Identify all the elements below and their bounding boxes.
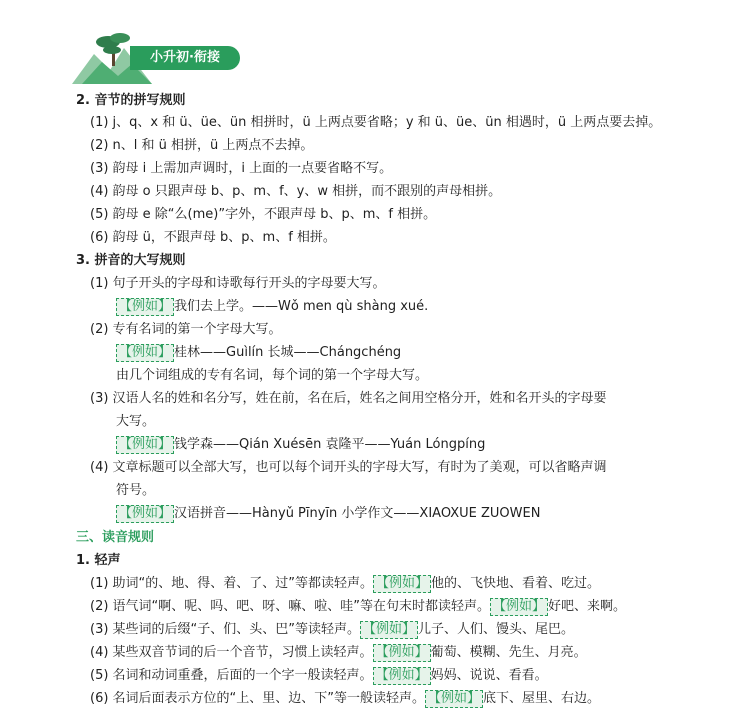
rule-item: (3) 韵母 i 上需加声调时，i 上面的一点要省略不写。 (90, 161, 393, 176)
example-tag: 【例如】 (373, 575, 431, 593)
example-tag: 【例如】 (360, 621, 418, 639)
example-tag: 【例如】 (116, 344, 174, 362)
example-tag: 【例如】 (373, 644, 431, 662)
example-text: 钱学森——Qián Xuésēn 袁隆平——Yuán Lóngpíng (174, 437, 486, 452)
example-text: 汉语拼音——Hànyǔ Pīnyīn 小学作文——XIAOXUE ZUOWEN (174, 506, 541, 521)
heading-syllable-rules: 2. 音节的拼写规则 (76, 93, 186, 108)
heading-neutral-tone: 1. 轻声 (76, 553, 121, 568)
example-line (116, 298, 428, 316)
example-text: 我们去上学。——Wǒ men qù shàng xué. (174, 299, 429, 314)
rule-item: (1) j、q、x 和 ü、üe、ün 相拼时，ü 上两点要省略；y 和 ü、üe、ün 相遇时，ü 上两点要去掉。 (90, 115, 662, 130)
example-tag: 【例如】 (490, 598, 548, 616)
example-line (116, 505, 540, 523)
example-tag: 【例如】 (373, 667, 431, 685)
example-text: 儿子、人们、馒头、尾巴。 (418, 622, 575, 637)
rule-item: (3) 汉语人名的姓和名分写，姓在前，名在后，姓名之间用空格分开，姓和名开头的字母要 (90, 391, 607, 406)
rule-text: (3) 某些词的后缀“子、们、头、巴”等读轻声。 (90, 622, 361, 637)
example-tag: 【例如】 (116, 436, 174, 454)
rule-text: (2) 语气词“啊、呢、吗、吧、呀、嘛、啦、哇”等在句末时都读轻声。 (90, 599, 491, 614)
example-text: 底下、屋里、右边。 (483, 691, 601, 706)
example-line (116, 344, 401, 362)
example-text: 好吧、来啊。 (548, 599, 627, 614)
rule-item: (2) n、l 和 ü 相拼，ü 上两点不去掉。 (90, 138, 314, 153)
rule-item (90, 575, 600, 593)
section-banner: 小升初·衔接 (130, 46, 240, 70)
rule-item (90, 598, 626, 616)
rule-item: (4) 韵母 o 只跟声母 b、p、m、f、y、w 相拼，而不跟别的声母相拼。 (90, 184, 502, 199)
rule-text: (4) 某些双音节词的后一个音节，习惯上读轻声。 (90, 645, 373, 660)
rule-item (90, 667, 548, 685)
rule-item: (4) 文章标题可以全部大写，也可以每个词开头的字母大写，有时为了美观，可以省略声调 (90, 460, 607, 475)
example-text: 妈妈、说说、看看。 (430, 668, 548, 683)
rule-note: 由几个词组成的专有名词，每个词的第一个字母大写。 (116, 368, 429, 383)
rule-item: (1) 句子开头的字母和诗歌每行开头的字母要大写。 (90, 276, 386, 291)
example-tag: 【例如】 (116, 298, 174, 316)
rule-item (90, 690, 600, 708)
rule-text: (6) 名词后面表示方位的“上、里、边、下”等一般读轻声。 (90, 691, 426, 706)
rule-item-continued: 大写。 (116, 414, 156, 429)
rule-text: (5) 名词和动词重叠，后面的一个字一般读轻声。 (90, 668, 373, 683)
example-text: 葡萄、模糊、先生、月亮。 (430, 645, 587, 660)
heading-capitalization-rules: 3. 拼音的大写规则 (76, 253, 186, 268)
rule-item-continued: 符号。 (116, 483, 156, 498)
rule-item (90, 621, 574, 639)
example-tag: 【例如】 (425, 690, 483, 708)
example-text: 他的、飞快地、看着、吃过。 (431, 576, 601, 591)
section-header (72, 26, 272, 84)
example-tag: 【例如】 (116, 505, 174, 523)
rule-text: (1) 助词“的、地、得、着、了、过”等都读轻声。 (90, 576, 374, 591)
rule-item (90, 644, 587, 662)
example-text: 桂林——Guìlín 长城——Chángchéng (174, 345, 402, 360)
heading-pronunciation-rules: 三、读音规则 (76, 530, 155, 545)
rule-item: (2) 专有名词的第一个字母大写。 (90, 322, 282, 337)
example-line (116, 436, 485, 454)
rule-item: (6) 韵母 ü，不跟声母 b、p、m、f 相拼。 (90, 230, 336, 245)
rule-item: (5) 韵母 e 除“么(me)”字外，不跟声母 b、p、m、f 相拼。 (90, 207, 437, 222)
